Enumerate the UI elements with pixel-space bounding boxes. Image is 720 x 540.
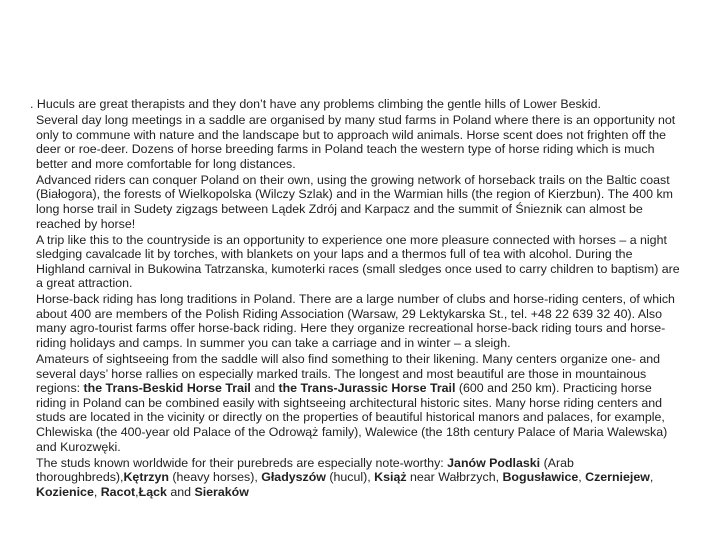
bold-name: Bogusławice bbox=[502, 470, 579, 485]
bold-name: Sieraków bbox=[194, 484, 249, 499]
paragraph-famous-studs bbox=[36, 456, 684, 500]
bold-name: Kętrzyn bbox=[123, 470, 169, 485]
paragraph-stud-farms: Several day long meetings in a saddle are organised by many stud farms in Poland where there is an opportunity not only to commune with nature and the landscape but to approach wild animals. Horse scent does not frighten off the deer or roe-deer. Dozens of horse breeding farms in Poland teach the western type of horse riding which is much better and more comfortable for long distances. bbox=[36, 112, 676, 171]
bold-name: Janów Podlaski bbox=[447, 455, 541, 470]
text-run: (Arab thoroughbreds), bbox=[36, 455, 574, 485]
bold-name: the Trans-Beskid Horse Trail bbox=[83, 381, 251, 396]
bold-name: Łąck bbox=[138, 484, 167, 499]
bold-name: Kozienice bbox=[36, 484, 94, 499]
paragraph-riding-traditions: Horse-back riding has long traditions in Poland. There are a large number of clubs and horse-riding centers, of which about 400 are members of the Polish Riding Association (Warsaw, 29 Lektykarska St., tel. +48 22 639 32 40). Also many agro-tourist farms offer horse-back riding. Here they organize recreational horse-back riding tours and horse-riding holidays and camps. In summer you can take a carriage and in winter – a sleigh. bbox=[36, 292, 675, 351]
bold-name: the Trans-Jurassic Horse Trail bbox=[278, 381, 456, 396]
bold-name: Gładyszów bbox=[261, 470, 326, 485]
body-text bbox=[30, 97, 684, 501]
paragraph-horseback-trails: Advanced riders can conquer Poland on their own, using the growing network of horseback trails on the Baltic coast (Białogora), the forests of Wielkopolska (Wilczy Szlak) and in the Warmian hills (the region of Kierzbun). The 400 km long horse trail in Sudety zigzags between Lądek Zdrój and Karpacz and the summit of Śnieznik can almost be reached by horse! bbox=[36, 172, 673, 231]
text-run: (600 and 250 km). Practicing horse riding in Poland can be combined easily with sightseeing architectural historic sites. Many horse riding centers and studs are located in the vicinity or directly on the properties of beautiful historical manors and palaces, for example, Chlewiska (the 400-year old Palace of the Odrowąż family), Walewice (the 18th century Palace of Maria Walewska) and Kurozwęki. bbox=[36, 381, 668, 454]
bold-name: Racot bbox=[100, 484, 136, 499]
text-run: and bbox=[250, 381, 279, 396]
text-run: , bbox=[135, 484, 139, 499]
paragraph-countryside-trip: A trip like this to the countryside is an opportunity to experience one more pleasure connected with horses – a night sledging cavalcade lit by torches, with blankets on your laps and a thermos full of tea with alcohol. During the Highland carnival in Bukowina Tatrzanska, kumoterki races (small sledges once used to carry children to baptism) are a great attraction. bbox=[36, 232, 680, 291]
paragraph-huculs: . Huculs are great therapists and they don’t have any problems climbing the gentle hills of Lower Beskid. bbox=[30, 97, 601, 111]
paragraph-sightseeing bbox=[36, 352, 684, 454]
text-run: , bbox=[649, 470, 654, 485]
text-run: (hucul), bbox=[325, 470, 375, 485]
text-run: (heavy horses), bbox=[168, 470, 262, 485]
text-run: , bbox=[93, 484, 101, 499]
bold-name: Czerniejew bbox=[585, 470, 650, 485]
text-run: near Wałbrzych, bbox=[406, 470, 503, 485]
text-run: Amateurs of sightseeing from the saddle will also find something to their likening. Many centers organize one- and several days’ horse rallies on especially marked trails. The longest and most beautiful are those in mountainous regions: bbox=[36, 352, 660, 396]
bold-name: Książ bbox=[374, 470, 407, 485]
text-run: and bbox=[166, 484, 195, 499]
text-run: , bbox=[578, 470, 586, 485]
text-run: The studs known worldwide for their purebreds are especially note-worthy: bbox=[36, 455, 448, 470]
